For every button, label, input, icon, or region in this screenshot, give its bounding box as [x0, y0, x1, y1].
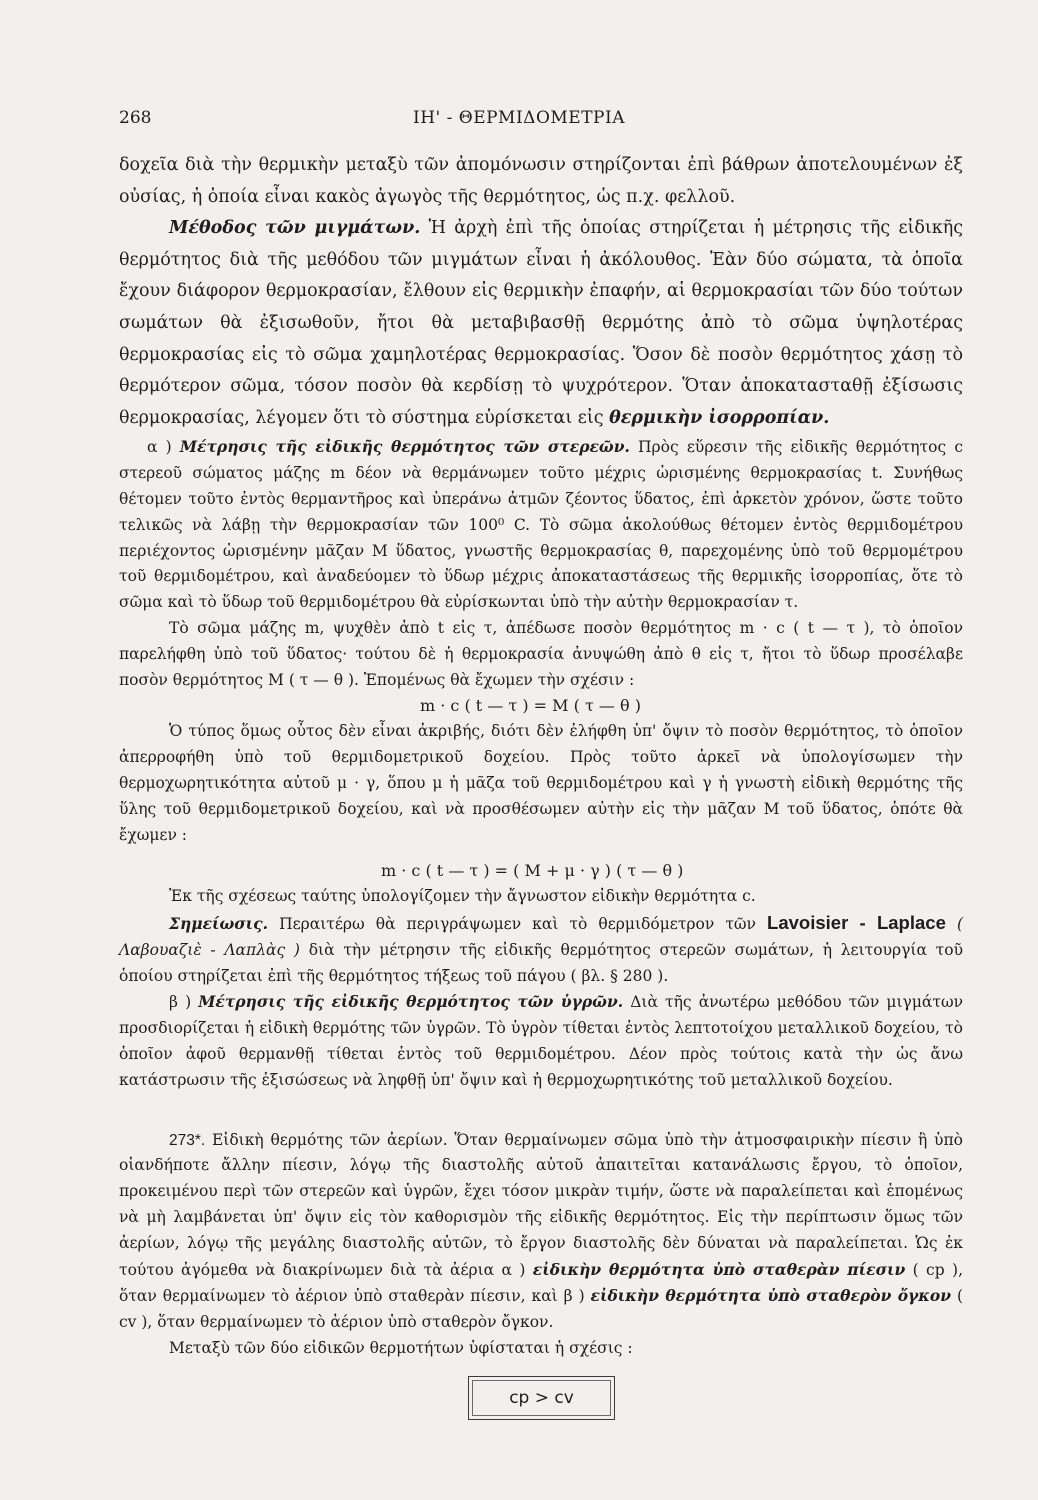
paragraph-solids	[119, 434, 963, 616]
solids-label: α )	[147, 438, 180, 457]
solids-heading: Μέτρησις τῆς εἰδικῆς θερμότητος τῶν στερεῶν.	[179, 437, 630, 457]
method-heading: Μέθοδος τῶν μιγμάτων.	[169, 218, 421, 239]
equation-simple: m · c ( t — τ ) = M ( τ — θ )	[420, 696, 641, 716]
liquids-text: Διὰ τῆς ἀνωτέρω μεθόδου τῶν μιγμάτων προσδιορίζεται ἡ εἰδικὴ θερμότης τῶν ὑγρῶν. Τὸ ὑγρὸν τίθεται ἐντὸς λεπτοτοίχου μεταλλικοῦ δοχείου, τὸ ὁποῖον ἀφοῦ θερμανθῇ τίθεται ἐντὸς τοῦ θερμιδομέτρου. Δέον πρὸς τούτοις κατὰ τὴν ὡς ἄνω κατάστρωσιν τῆς ἐξισώσεως νὰ ληφθῇ ὑπ' ὄψιν καὶ ἡ θερμοχωρητικότης τοῦ μεταλλικοῦ δοχείου.	[119, 993, 964, 1089]
thermal-equilibrium-term: θερμικὴν ἰσορροπίαν.	[609, 407, 830, 428]
method-text: Ἡ ἀρχὴ ἐπὶ τῆς ὁποίας στηρίζεται ἡ μέτρησις τῆς εἰδικῆς θερμότητος διὰ τῆς μεθόδου τῶν μιγμάτων εἶναι ἡ ἀκόλουθος. Ἐὰν δύο σώματα, τὰ ὁποῖα ἔχουν διάφορον θερμοκρασίαν, ἔλθουν εἰς θερμικὴν ἐπαφήν, αἱ θερμοκρασίαι τῶν δύο τούτων σωμάτων θὰ ἐξισωθοῦν, ἤτοι θὰ μεταβιβασθῇ θερμότης ἀπὸ τὸ σῶμα ὑψηλοτέρας θερμοκρασίας εἰς τὸ σῶμα χαμηλοτέρας θερμοκρασίας. Ὅσον δὲ ποσὸν θερμότητος χάσῃ τὸ θερμότερον σῶμα, τόσον ποσὸν θὰ κερδίσῃ τὸ ψυχρότερον. Ὅταν ἀποκατασταθῇ ἐξίσωσις θερμοκρασίας, λέγομεν ὅτι τὸ σύστημα εὑρίσκεται εἰς	[119, 218, 963, 428]
lavoisier-laplace-greek: ( Λαβουαζιὲ - Λαπλὰς )	[119, 915, 963, 959]
section-text-c: ( cv ), ὅταν θερμαίνωμεν τὸ ἀέριον ὑπὸ σταθερὸν ὄγκον.	[119, 1287, 963, 1332]
paragraph-note	[119, 910, 963, 989]
equation-corrected: m · c ( t — τ ) = ( M + μ · γ ) ( τ — θ )	[381, 861, 684, 881]
paragraph-insulation: δοχεῖα διὰ τὴν θερμικὴν μεταξὺ τῶν ἀπομόνωσιν στηρίζονται ἐπὶ βάθρων ἀποτελουμένων ἐξ οὐσίας, ἡ ὁποία εἶναι κακὸς ἀγωγὸς τῆς θερμότητος, ὡς π.χ. φελλοῦ.	[119, 155, 963, 207]
body-text	[119, 150, 963, 1420]
paragraph-liquids	[119, 989, 963, 1093]
section-273	[119, 1128, 963, 1336]
cp-term: εἰδικὴν θερμότητα ὑπὸ σταθερὰν πίεσιν	[532, 1259, 906, 1279]
section-number: 273*.	[169, 1131, 206, 1149]
page-number: 268	[119, 108, 152, 128]
paragraph-relation-intro: Μεταξὺ τῶν δύο εἰδικῶν θερμοτήτων ὑφίσταται ἡ σχέσις :	[169, 1339, 633, 1358]
paragraph-heat-balance: Τὸ σῶμα μάζης m, ψυχθὲν ἀπὸ t εἰς τ, ἀπέδωσε ποσὸν θερμότητος m · c ( t — τ ), τὸ ὁποῖον παρελήφθη ὑπὸ τοῦ ὕδατος· τούτου δὲ ἡ θερμοκρασία ἀνυψώθη ἀπὸ θ εἰς τ, ἤτοι τὸ ὕδωρ προσέλαβε ποσὸν θερμότητος M ( τ — θ ). Ἑπομένως θὰ ἔχωμεν τὴν σχέσιν :	[119, 618, 963, 689]
page-header	[0, 108, 1038, 134]
section-text-a: Ὅταν θερμαίνωμεν σῶμα ὑπὸ τὴν ἀτμοσφαιρικὴν πίεσιν ἢ ὑπὸ οἱανδήποτε ἄλλην πίεσιν, λόγῳ τῆς διαστολῆς αὐτοῦ ἀπαιτεῖται κατανάλωσις ἔργου, τὸ ὁποῖον, προκειμένου περὶ τῶν στερεῶν καὶ ὑγρῶν, ἔχει τόσον μικρὰν τιμήν, ὥστε νὰ παραλείπεται καὶ ἑπομένως νὰ μὴ λαμβάνεται ὑπ' ὄψιν εἰς τὸν καθορισμὸν τῆς εἰδικῆς θερμότητος. Εἰς τὴν περίπτωσιν ὅμως τῶν ἀερίων, λόγῳ τῆς μεγάλης διαστολῆς αὐτῶν, τὸ ἔργον διαστολῆς δὲν δύναται νὰ παραλείπεται. Ὡς ἐκ τούτου ἀγόμεθα νὰ διακρίνωμεν διὰ τὰ ἀέρια α )	[119, 1130, 964, 1279]
note-text-a: Περαιτέρω θὰ περιγράψωμεν καὶ τὸ θερμιδόμετρον τῶν	[268, 915, 768, 934]
liquids-label: β )	[169, 993, 199, 1012]
cv-term: εἰδικὴν θερμότητα ὑπὸ σταθερὸν ὄγκον	[590, 1286, 952, 1306]
section-title: Εἰδικὴ θερμότης τῶν ἀερίων.	[205, 1130, 448, 1149]
section-text-b: ( cp ), ὅταν θερμαίνωμεν τὸ ἀέριον ὑπὸ σταθερὰν πίεσιν, καὶ β )	[119, 1260, 963, 1306]
liquids-heading: Μέτρησις τῆς εἰδικῆς θερμότητος τῶν ὑγρῶν.	[198, 992, 624, 1012]
lavoisier-laplace-name: Lavoisier - Laplace	[767, 912, 946, 934]
paragraph-correction: Ὁ τύπος ὅμως οὗτος δὲν εἶναι ἀκριβής, διότι δὲν ἐλήφθη ὑπ' ὄψιν τὸ ποσὸν θερμότητος, τὸ ὁποῖον ἀπερροφήθη ὑπὸ τοῦ θερμιδομετρικοῦ δοχείου. Πρὸς τοῦτο ἀρκεῖ νὰ ὑπολογίσωμεν τὴν θερμοχωρητικότητα αὐτοῦ μ · γ, ὅπου μ ἡ μᾶζα τοῦ θερμιδομέτρου καὶ γ ἡ γνωστὴ εἰδικὴ θερμότης τῆς ὕλης τοῦ θερμιδομετρικοῦ δοχείου, καὶ νὰ προσθέσωμεν αὐτὴν εἰς τὴν μᾶζαν M τοῦ ὕδατος, ὁπότε θὰ ἔχωμεν :	[119, 722, 963, 844]
paragraph-method-of-mixtures	[119, 213, 963, 434]
running-title: ΙΗ' - ΘΕΡΜΙΔΟΜΕΤΡΙΑ	[413, 108, 625, 128]
note-heading: Σημείωσις.	[169, 914, 269, 934]
paragraph-compute-c: Ἐκ τῆς σχέσεως ταύτης ὑπολογίζομεν τὴν ἄγνωστον εἰδικὴν θερμότητα c.	[169, 887, 756, 906]
note-text-b: διὰ τὴν μέτρησιν τῆς εἰδικῆς θερμότητος στερεῶν σωμάτων, ἡ λειτουργία τοῦ ὁποίου στηρίζεται ἐπὶ τῆς θερμότητος τήξεως τοῦ πάγου ( βλ. § 280 ).	[119, 940, 963, 985]
solids-text: Πρὸς εὕρεσιν τῆς εἰδικῆς θερμότητος c στερεοῦ σώματος μάζης m δέον νὰ θερμάνωμεν τοῦτο μέχρις ὡρισμένης θερμοκρασίας t. Συνήθως θέτομεν τοῦτο ἐντὸς θερμαντῆρος καὶ ὑπεράνω ἀτμῶν ζέοντος ὕδατος, ἐπὶ ἀρκετὸν χρόνον, ὥστε τοῦτο τελικῶς νὰ λάβῃ τὴν θερμοκρασίαν τῶν 100⁰ C. Τὸ σῶμα ἀκολούθως θέτομεν ἐντὸς θερμιδομέτρου περιέχοντος ὡρισμένην μᾶζαν M ὕδατος, γνωστῆς θερμοκρασίας θ, παρεχομένης ὑπὸ τοῦ θερμομέτρου τοῦ θερμιδομέτρου, καὶ ἀναδεύομεν τὸ ὕδωρ μέχρις ἀποκαταστάσεως τῆς θερμικῆς ἰσορροπίας, ὅτε τὸ σῶμα καὶ τὸ ὕδωρ τοῦ θερμιδομέτρου θὰ εὑρίσκωνται ὑπὸ τὴν αὐτὴν θερμοκρασίαν τ.	[119, 438, 963, 612]
boxed-relation: cp > cv	[468, 1376, 615, 1420]
